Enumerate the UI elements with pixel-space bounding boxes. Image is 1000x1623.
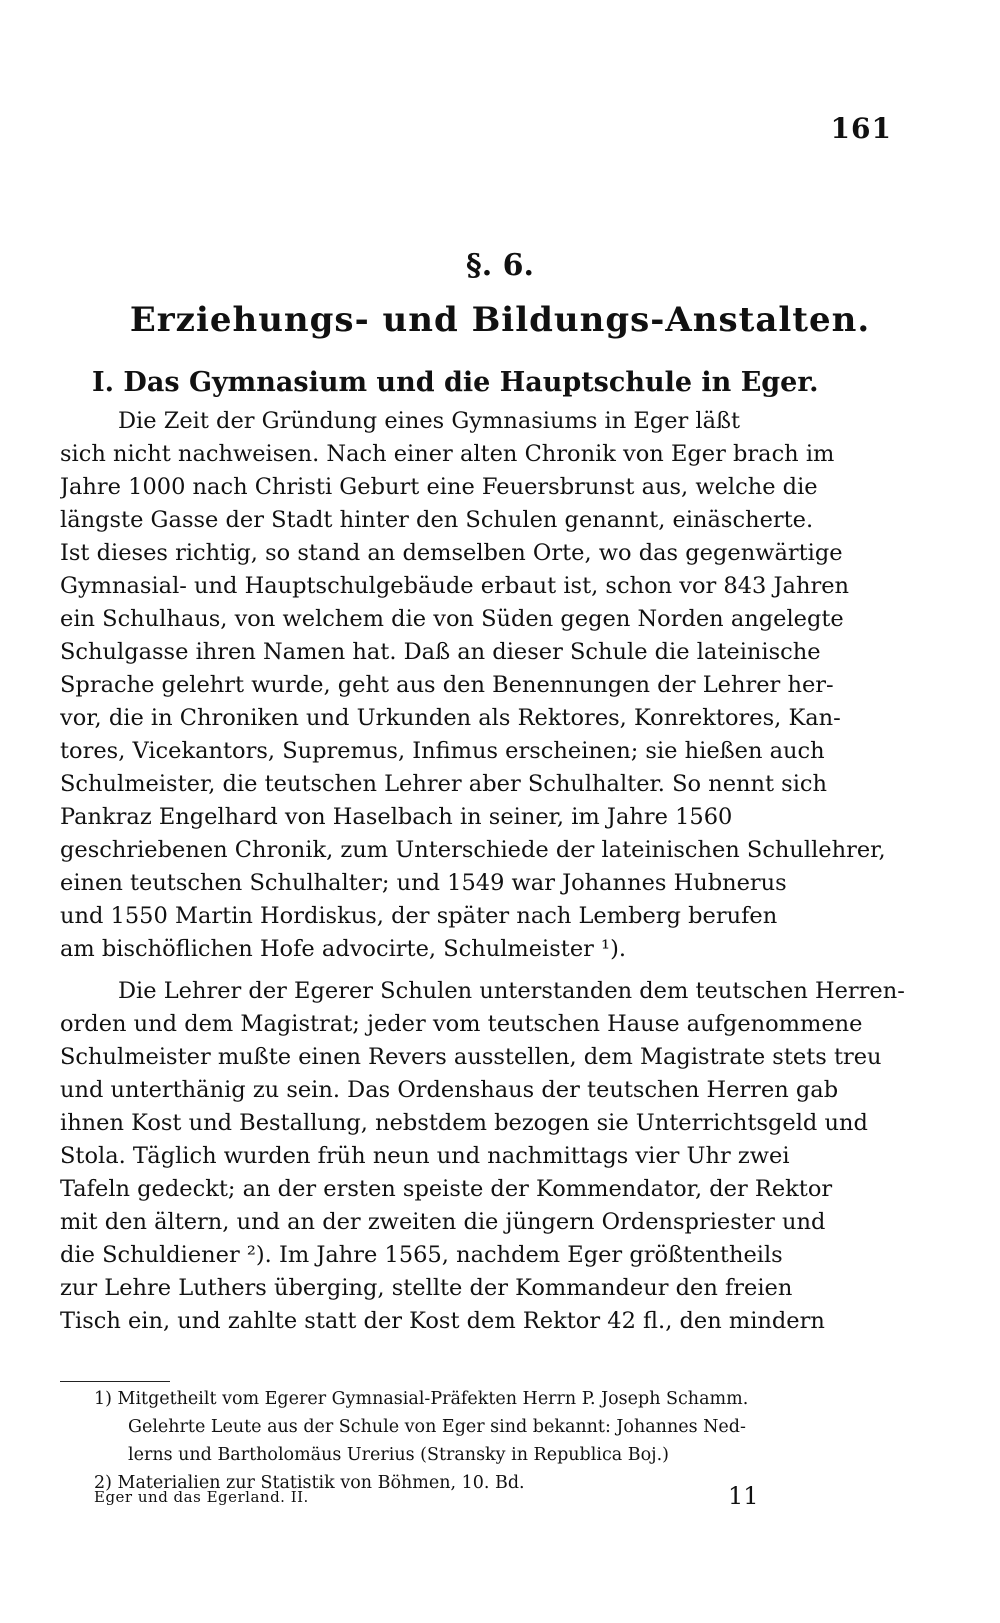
text-line: sich nicht nachweisen. Nach einer alten Chronik von Eger brach im — [60, 441, 835, 467]
footnote-1: 1) Mitgetheilt vom Egerer Gymnasial-Präfekten Herrn P. Joseph Schamm. — [94, 1389, 749, 1409]
text-line: geschriebenen Chronik, zum Unterschiede der lateinischen Schullehrer, — [60, 837, 886, 863]
text-line: Die Zeit der Gründung eines Gymnasiums in Eger läßt — [118, 408, 741, 434]
footnote-divider — [60, 1381, 170, 1382]
footnote-2: 2) Materialien zur Statistik von Böhmen, 10. Bd. — [94, 1473, 525, 1493]
text-line: Stola. Täglich wurden früh neun und nachmittags vier Uhr zwei — [60, 1143, 790, 1169]
footnotes — [94, 1385, 914, 1497]
text-line: Gymnasial- und Hauptschulgebäude erbaut ist, schon vor 843 Jahren — [60, 573, 850, 599]
text-line: Schulmeister mußte einen Revers ausstellen, dem Magistrate stets treu — [60, 1044, 882, 1070]
text-line: Schulmeister, die teutschen Lehrer aber Schulhalter. So nennt sich — [60, 771, 828, 797]
text-line: mit den ältern, und an der zweiten die jüngern Ordenspriester und — [60, 1209, 826, 1235]
section-mark: §. 6. — [466, 248, 534, 283]
text-line: ein Schulhaus, von welchem die von Süden gegen Norden angelegte — [60, 606, 844, 632]
signature-number: 11 — [728, 1482, 759, 1510]
page-number: 161 — [830, 112, 892, 145]
text-line: tores, Vicekantors, Supremus, Infimus erscheinen; sie hießen auch — [60, 738, 825, 764]
text-line: Sprache gelehrt wurde, geht aus den Benennungen der Lehrer her- — [60, 672, 834, 698]
text-line: einen teutschen Schulhalter; und 1549 war Johannes Hubnerus — [60, 870, 787, 896]
text-line: Ist dieses richtig, so stand an demselben Orte, wo das gegenwärtige — [60, 540, 843, 566]
text-line: längste Gasse der Stadt hinter den Schulen genannt, einäscherte. — [60, 507, 814, 533]
paragraph-1 — [60, 405, 910, 966]
text-line: Tisch ein, und zahlte statt der Kost dem Rektor 42 fl., den mindern — [60, 1308, 825, 1334]
paragraph-2 — [60, 975, 910, 1338]
text-line: und 1550 Martin Hordiskus, der später nach Lemberg berufen — [60, 903, 778, 929]
text-line: Schulgasse ihren Namen hat. Daß an dieser Schule die lateinische — [60, 639, 821, 665]
text-line: ihnen Kost und Bestallung, nebstdem bezogen sie Unterrichtsgeld und — [60, 1110, 868, 1136]
section-title: Erziehungs- und Bildungs-Anstalten. — [129, 300, 871, 340]
signature-note: Eger und das Egerland. II. — [94, 1488, 309, 1506]
text-line: Jahre 1000 nach Christi Geburt eine Feuersbrunst aus, welche die — [60, 474, 818, 500]
text-line: orden und dem Magistrat; jeder vom teutschen Hause aufgenommene — [60, 1011, 863, 1037]
text-line: Die Lehrer der Egerer Schulen unterstanden dem teutschen Herren- — [118, 978, 905, 1004]
sub-title: I. Das Gymnasium und die Hauptschule in Eger. — [92, 367, 819, 398]
text-line: Tafeln gedeckt; an der ersten speiste der Kommendator, der Rektor — [60, 1176, 833, 1202]
text-line: Pankraz Engelhard von Haselbach in seiner, im Jahre 1560 — [60, 804, 733, 830]
footnote-1-continuation: lerns und Bartholomäus Urerius (Stransky in Republica Boj.) — [128, 1445, 669, 1465]
text-line: und unterthänig zu sein. Das Ordenshaus der teutschen Herren gab — [60, 1077, 839, 1103]
text-line: die Schuldiener ²). Im Jahre 1565, nachdem Eger größtentheils — [60, 1242, 783, 1268]
text-line: zur Lehre Luthers überging, stellte der Kommandeur den freien — [60, 1275, 793, 1301]
text-line: am bischöflichen Hofe advocirte, Schulmeister ¹). — [60, 936, 626, 962]
footnote-1-continuation: Gelehrte Leute aus der Schule von Eger sind bekannt: Johannes Ned- — [128, 1417, 746, 1437]
text-line: vor, die in Chroniken und Urkunden als Rektores, Konrektores, Kan- — [60, 705, 841, 731]
